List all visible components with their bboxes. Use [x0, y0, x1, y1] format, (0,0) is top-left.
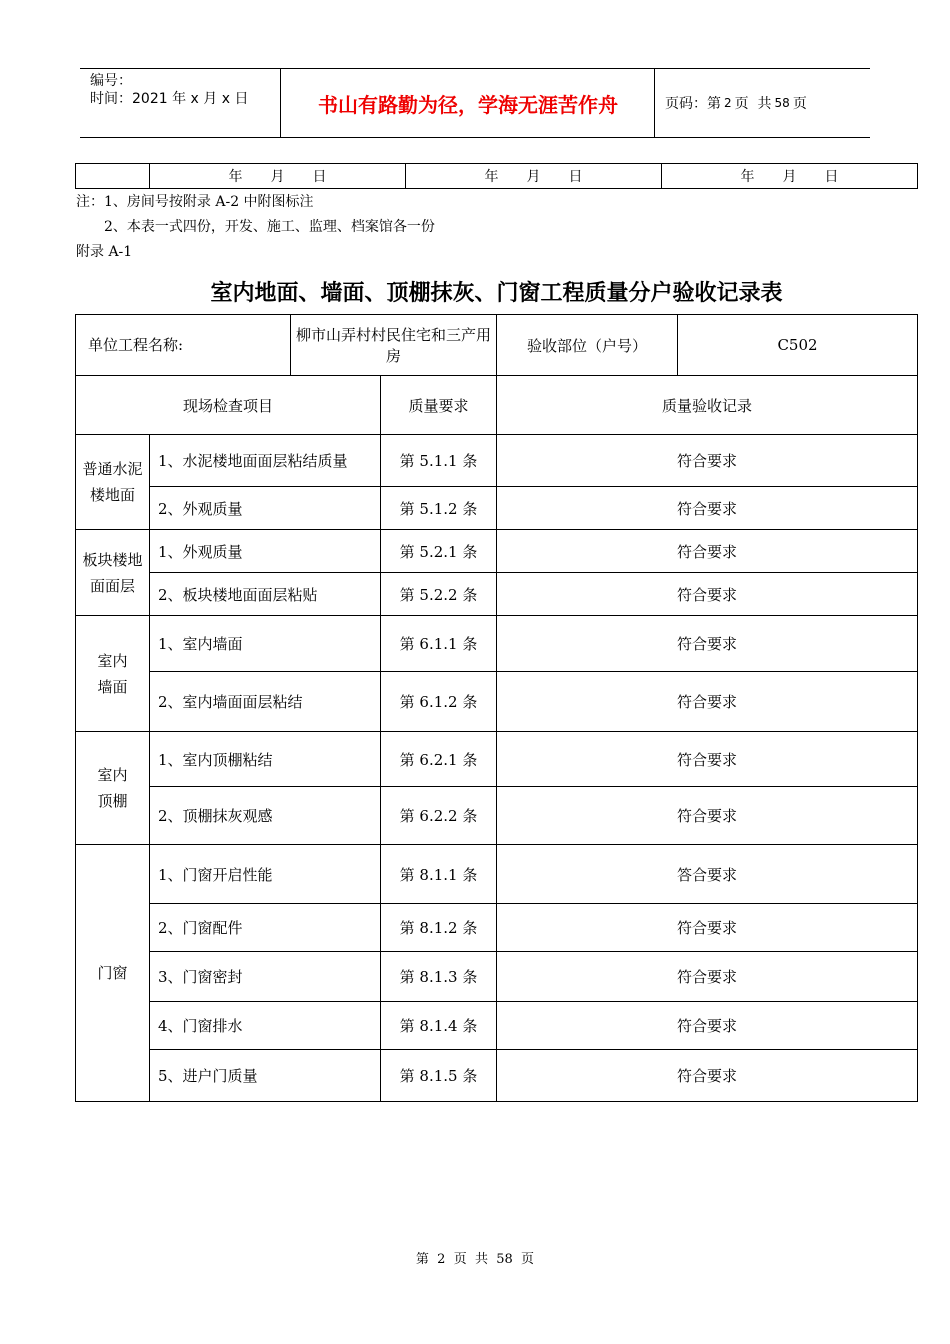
- date-row-blank: [76, 164, 150, 189]
- item-cell: 2、门窗配件: [150, 904, 381, 952]
- req-cell: 第 5.2.2 条: [381, 573, 497, 616]
- page-suffix: 页: [792, 96, 807, 112]
- table-row: [76, 530, 918, 573]
- item-cell: 2、室内墙面面层粘结: [150, 672, 381, 732]
- req-cell: 第 6.1.1 条: [381, 616, 497, 672]
- header-meta: [80, 69, 281, 137]
- item-cell: 2、外观质量: [150, 487, 381, 530]
- group-label: 门窗: [76, 845, 150, 1102]
- table-row: [76, 845, 918, 904]
- record-cell: 符合要求: [497, 1002, 918, 1050]
- part-label: 验收部位（户号）: [497, 315, 678, 376]
- table-row: [76, 487, 918, 530]
- table-row: [76, 732, 918, 787]
- page-prefix: 页码：第: [665, 96, 721, 112]
- unit-value: 柳市山弄村村民住宅和三产用房: [291, 315, 497, 376]
- item-cell: 1、外观质量: [150, 530, 381, 573]
- time-label: 时间：2021 年 x 月 x 日: [90, 91, 249, 107]
- item-cell: 2、顶棚抹灰观感: [150, 787, 381, 845]
- record-cell: 符合要求: [497, 530, 918, 573]
- item-cell: 1、门窗开启性能: [150, 845, 381, 904]
- req-cell: 第 8.1.5 条: [381, 1050, 497, 1102]
- record-cell: 答合要求: [497, 845, 918, 904]
- req-cell: 第 6.2.2 条: [381, 787, 497, 845]
- table-row: [76, 904, 918, 952]
- header-page-info: [655, 69, 870, 137]
- form-title: 室内地面、墙面、顶棚抹灰、门窗工程质量分户验收记录表: [210, 281, 783, 306]
- table-row: [76, 952, 918, 1002]
- table-row: [76, 435, 918, 487]
- req-cell: 第 8.1.1 条: [381, 845, 497, 904]
- item-cell: 4、门窗排水: [150, 1002, 381, 1050]
- table-row: [76, 616, 918, 672]
- page-footer: 第 2 页 共 58 页: [415, 1252, 535, 1267]
- req-cell: 第 8.1.3 条: [381, 952, 497, 1002]
- record-cell: 符合要求: [497, 573, 918, 616]
- req-cell: 第 6.1.2 条: [381, 672, 497, 732]
- record-cell: 符合要求: [497, 672, 918, 732]
- number-label: 编号：: [90, 73, 132, 89]
- req-cell: 第 8.1.4 条: [381, 1002, 497, 1050]
- col-header-req: 质量要求: [381, 376, 497, 435]
- record-cell: 符合要求: [497, 904, 918, 952]
- table-row: [76, 672, 918, 732]
- date-cell: 年 月 日: [150, 164, 406, 189]
- document-header: [80, 68, 870, 138]
- item-cell: 1、水泥楼地面面层粘结质量: [150, 435, 381, 487]
- page-number: 2: [724, 96, 732, 110]
- item-cell: 5、进户门质量: [150, 1050, 381, 1102]
- record-cell: 符合要求: [497, 952, 918, 1002]
- note-line-2: 2、本表一式四份，开发、施工、监理、档案馆各一份: [76, 219, 435, 235]
- inspection-table: [75, 314, 918, 1102]
- item-cell: 3、门窗密封: [150, 952, 381, 1002]
- header-motto: 书山有路勤为径，学海无涯苦作舟: [282, 69, 655, 137]
- record-cell: 符合要求: [497, 787, 918, 845]
- req-cell: 第 8.1.2 条: [381, 904, 497, 952]
- item-cell: 1、室内墙面: [150, 616, 381, 672]
- date-cell: 年 月 日: [662, 164, 918, 189]
- table-row: [76, 1050, 918, 1102]
- group-label: 室内墙面: [76, 616, 150, 732]
- group-label: 室内顶棚: [76, 732, 150, 845]
- col-header-item: 现场检查项目: [76, 376, 381, 435]
- col-header-rec: 质量验收记录: [497, 376, 918, 435]
- record-cell: 符合要求: [497, 732, 918, 787]
- record-cell: 符合要求: [497, 1050, 918, 1102]
- page-total: 58: [774, 96, 790, 110]
- item-cell: 2、板块楼地面面层粘贴: [150, 573, 381, 616]
- group-label: 板块楼地面面层: [76, 530, 150, 616]
- req-cell: 第 5.1.1 条: [381, 435, 497, 487]
- record-cell: 符合要求: [497, 435, 918, 487]
- table-row: [76, 573, 918, 616]
- req-cell: 第 5.1.2 条: [381, 487, 497, 530]
- table-row: [76, 1002, 918, 1050]
- column-header-row: [76, 376, 918, 435]
- appendix-label: 附录 A-1: [76, 244, 133, 260]
- group-label: 普通水泥楼地面: [76, 435, 150, 530]
- req-cell: 第 6.2.1 条: [381, 732, 497, 787]
- note-line-1: 注：1、房间号按附录 A-2 中附图标注: [76, 194, 314, 210]
- record-cell: 符合要求: [497, 616, 918, 672]
- req-cell: 第 5.2.1 条: [381, 530, 497, 573]
- part-value: C502: [678, 315, 918, 376]
- page-mid: 页 共: [734, 96, 772, 112]
- info-row: [76, 315, 918, 376]
- unit-label: 单位工程名称:: [76, 315, 291, 376]
- item-cell: 1、室内顶棚粘结: [150, 732, 381, 787]
- table-row: [76, 787, 918, 845]
- date-cell: 年 月 日: [406, 164, 662, 189]
- date-row-table: [75, 163, 918, 189]
- record-cell: 符合要求: [497, 487, 918, 530]
